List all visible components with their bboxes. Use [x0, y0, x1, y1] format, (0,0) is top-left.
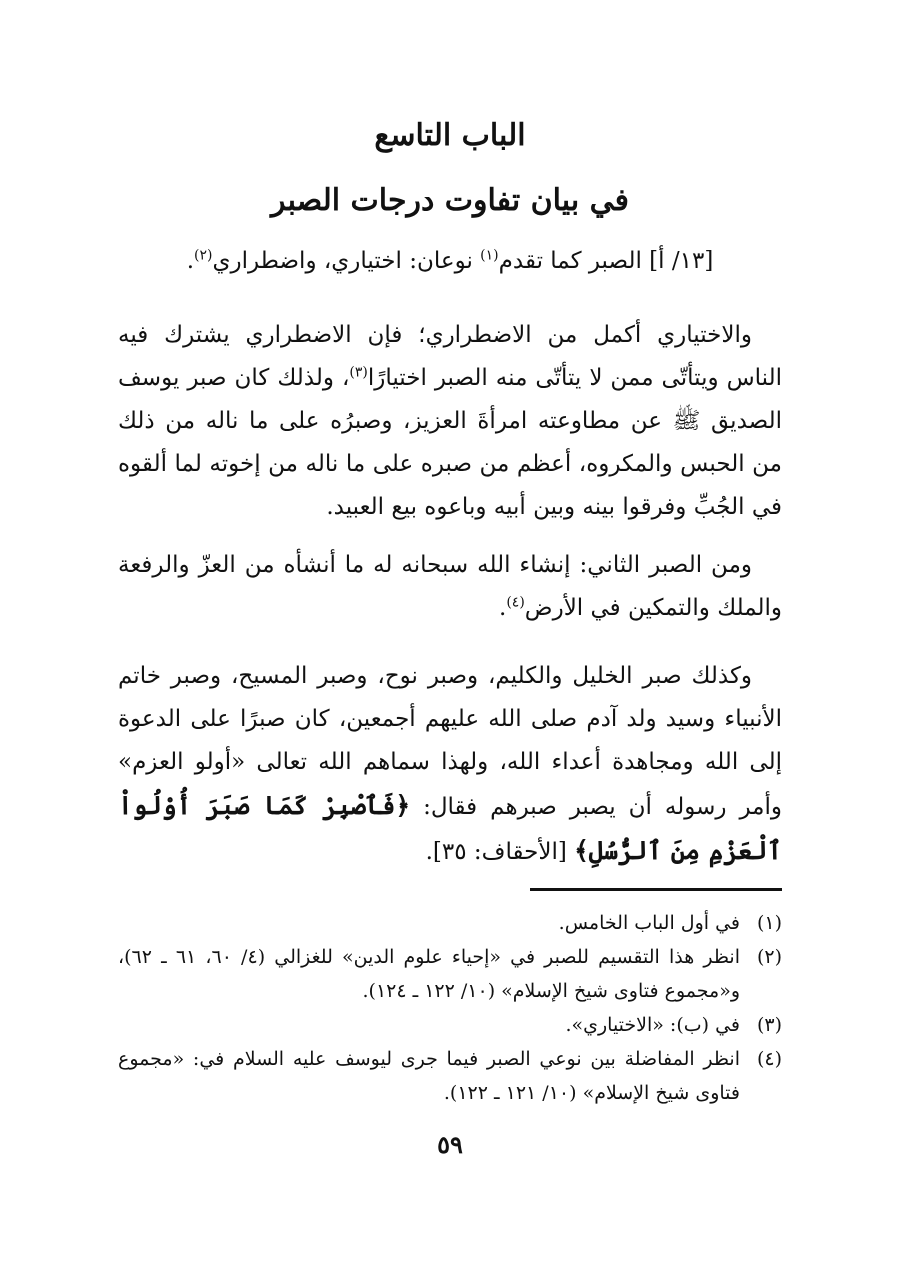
footnote-number: (١)	[756, 912, 782, 934]
paragraph-1	[118, 314, 782, 529]
footnote-4	[118, 1042, 782, 1110]
paragraph-1-text-b: ، ولذلك كان صبر يوسف الصديق ﷺ عن مطاوعته امرأةَ العزيز، وصبرُه على ما ناله من ذلك من الحبس والمكروه، أعظم من صبره على ما ناله من إخوته لما ألقوه في الجُبِّ وفرقوا بينه وبين أبيه وباعوه بيع العبيد.	[118, 365, 782, 520]
footnote-1	[118, 906, 782, 940]
footnote-number: (٣)	[756, 1014, 782, 1036]
paragraph-3-text-a: وكذلك صبر الخليل والكليم، وصبر نوح، وصبر المسيح، وصبر خاتم الأنبياء وسيد ولد آدم صلى الله عليهم أجمعين، كان صبرًا على الدعوة إلى الله ومجاهدة أعداء الله، ولهذا سماهم الله تعالى «أولو العزم» وأمر رسوله أن يصبر صبرهم فقال:	[118, 663, 782, 820]
page-number: ٥٩	[437, 1130, 463, 1159]
paragraph-1-text-a: والاختياري أكمل من الاضطراري؛ فإن الاضطراري يشترك فيه الناس ويتأتّى ممن لا يتأتّى منه الصبر اختيارًا	[118, 322, 782, 391]
book-page	[118, 0, 782, 1271]
manuscript-ref: [١٣/ أ]	[649, 248, 714, 274]
paragraph-3	[118, 655, 782, 874]
footnote-text: انظر هذا التقسيم للصبر في «إحياء علوم الدين» للغزالي (٤/ ٦٠، ٦١ ـ ٦٢)، و«مجموع فتاوى شيخ الإسلام» (١٠/ ١٢٢ ـ ١٢٤).	[118, 946, 740, 1002]
paragraph-3-text-b: [الأحقاف: ٣٥].	[425, 839, 575, 865]
footnote-ref-2[interactable]: (٢)	[194, 247, 213, 264]
footnote-text: في أول الباب الخامس.	[558, 912, 740, 934]
paragraph-2-text-a: ومن الصبر الثاني: إنشاء الله سبحانه له ما أنشأه من العزّ والرفعة والملك والتمكين في الأرض	[118, 552, 782, 621]
quran-verse: ﴿فَٱصْبِرْ كَمَا صَبَرَ أُوْلُواْ ٱلْعَزْمِ مِنَ ٱلرُّسُلِ﴾	[118, 791, 782, 865]
footnotes-list	[118, 906, 782, 1110]
footnote-ref-1[interactable]: (١)	[480, 247, 499, 264]
footnote-number: (٤)	[756, 1048, 782, 1070]
intro-text-a: الصبر كما تقدم	[498, 248, 650, 274]
footnote-ref-3[interactable]: (٣)	[349, 364, 368, 381]
footnote-2	[118, 940, 782, 1008]
footnote-divider	[530, 888, 782, 891]
footnote-text: انظر المفاضلة بين نوعي الصبر فيما جرى ليوسف عليه السلام في: «مجموع فتاوى شيخ الإسلام» (١٠/ ١٢١ ـ ١٢٢).	[118, 1048, 740, 1104]
footnote-3	[118, 1008, 782, 1042]
chapter-title: الباب التاسع	[374, 118, 526, 153]
footnote-ref-4[interactable]: (٤)	[506, 594, 525, 611]
footnote-number: (٢)	[756, 946, 782, 968]
paragraph-2-text-b: .	[499, 595, 507, 621]
paragraph-2	[118, 544, 782, 630]
intro-line	[118, 248, 782, 274]
footnote-text: في (ب): «الاختياري».	[565, 1014, 740, 1036]
intro-text-c: .	[186, 248, 194, 274]
chapter-subtitle: في بيان تفاوت درجات الصبر	[271, 183, 629, 218]
intro-text-b: نوعان: اختياري، واضطراري	[212, 248, 481, 274]
